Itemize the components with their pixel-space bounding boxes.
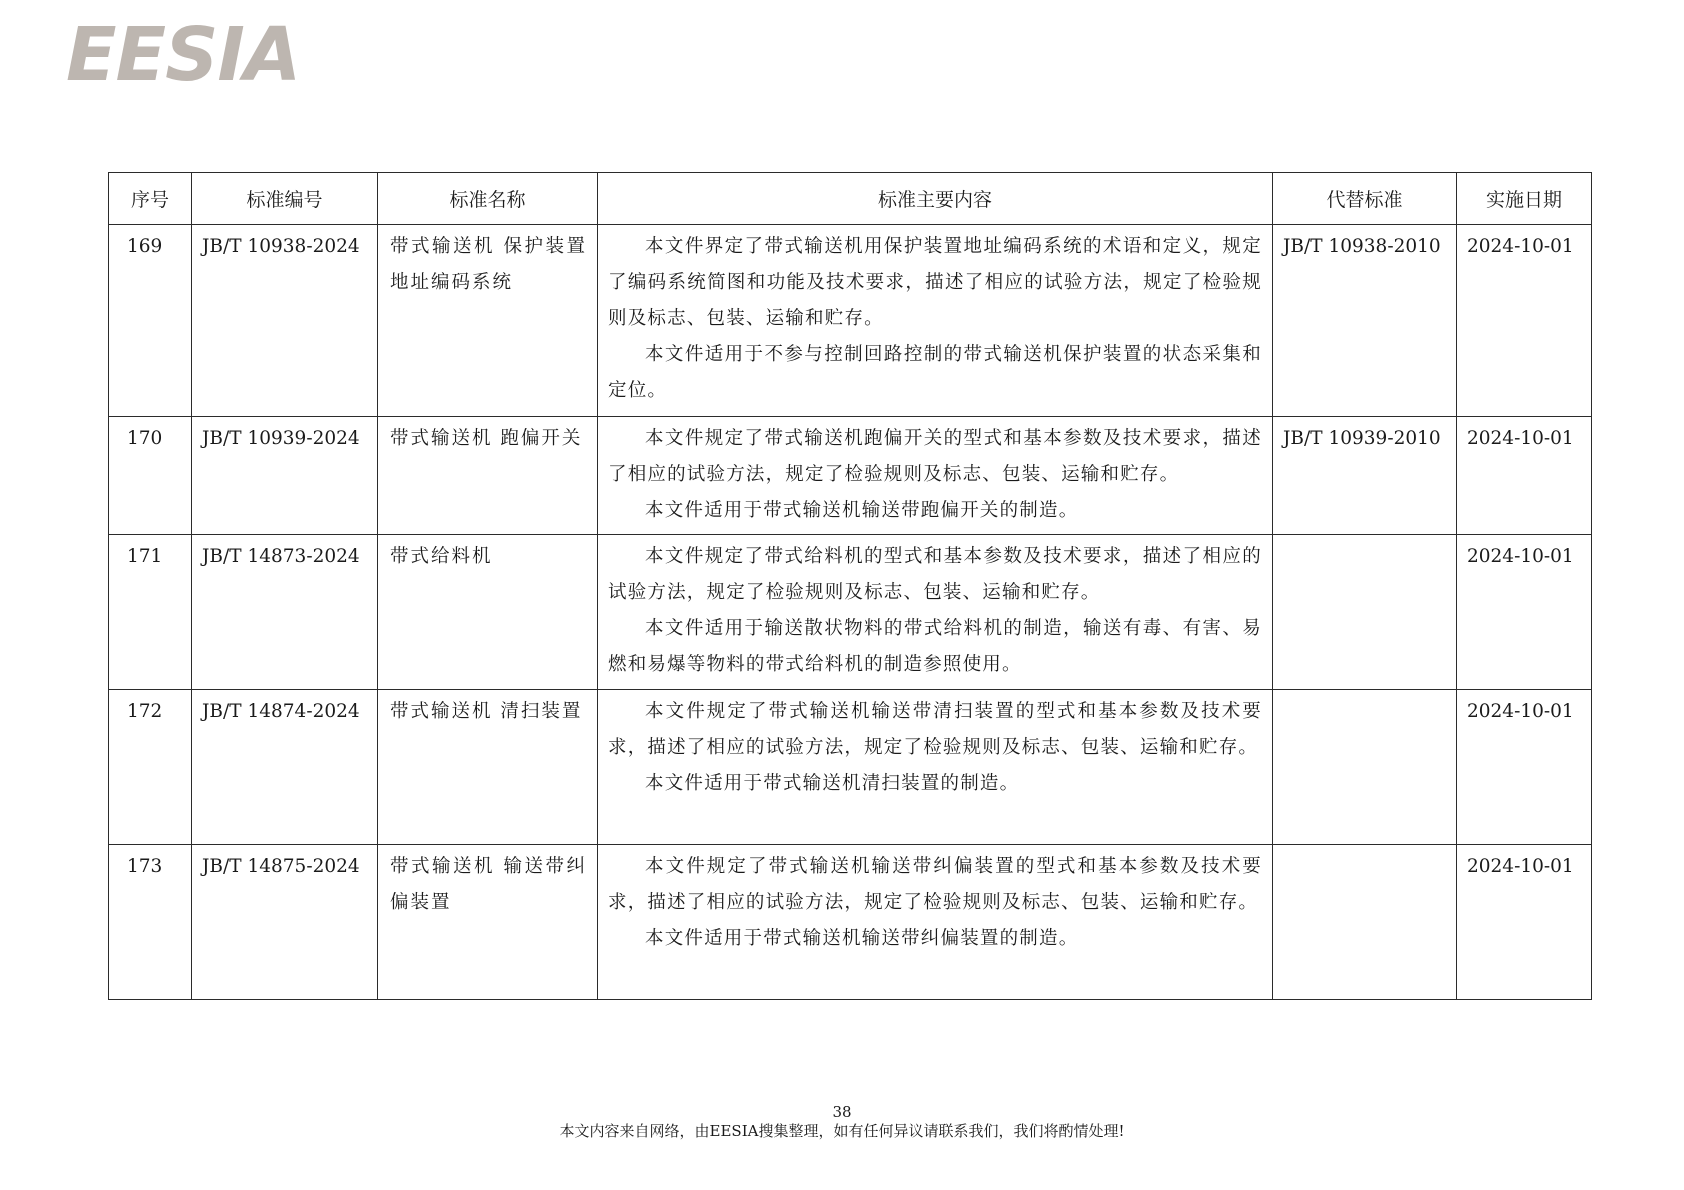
row-replaces [1273, 690, 1457, 845]
row-name: 带式输送机 保护装置地址编码系统 [378, 225, 598, 417]
row-code: JB/T 14874-2024 [192, 690, 378, 845]
row-code: JB/T 10939-2024 [192, 417, 378, 535]
row-date: 2024-10-01 [1457, 535, 1592, 690]
standards-table [108, 172, 1592, 1000]
content-paragraph: 本文件规定了带式输送机输送带纠偏装置的型式和基本参数及技术要求，描述了相应的试验方法，规定了检验规则及标志、包装、运输和贮存。 [608, 856, 1262, 913]
row-replaces: JB/T 10939-2010 [1273, 417, 1457, 535]
content-paragraph: 本文件适用于带式输送机输送带跑偏开关的制造。 [645, 500, 1079, 521]
row-date: 2024-10-01 [1457, 417, 1592, 535]
table-row [109, 417, 1592, 535]
row-replaces [1273, 535, 1457, 690]
row-code: JB/T 14875-2024 [192, 845, 378, 1000]
header-name: 标准名称 [378, 173, 598, 225]
row-seq: 170 [109, 417, 192, 535]
content-paragraph: 本文件规定了带式输送机输送带清扫装置的型式和基本参数及技术要求，描述了相应的试验方法，规定了检验规则及标志、包装、运输和贮存。 [608, 701, 1262, 758]
header-date: 实施日期 [1457, 173, 1592, 225]
content-paragraph: 本文件适用于带式输送机清扫装置的制造。 [645, 773, 1020, 794]
content-paragraph: 本文件界定了带式输送机用保护装置地址编码系统的术语和定义，规定了编码系统简图和功能及技术要求，描述了相应的试验方法，规定了检验规则及标志、包装、运输和贮存。 [608, 236, 1262, 329]
table-row [109, 535, 1592, 690]
table-header-row [109, 173, 1592, 225]
row-content [598, 225, 1273, 417]
content-paragraph: 本文件适用于带式输送机输送带纠偏装置的制造。 [645, 928, 1079, 949]
header-content: 标准主要内容 [598, 173, 1273, 225]
content-paragraph: 本文件适用于不参与控制回路控制的带式输送机保护装置的状态采集和定位。 [608, 344, 1262, 401]
header-replaces: 代替标准 [1273, 173, 1457, 225]
table-row [109, 845, 1592, 1000]
row-replaces: JB/T 10938-2010 [1273, 225, 1457, 417]
header-seq: 序号 [109, 173, 192, 225]
row-name: 带式给料机 [378, 535, 598, 690]
table-row [109, 225, 1592, 417]
eesia-logo: EESIA [66, 12, 301, 98]
row-code: JB/T 14873-2024 [192, 535, 378, 690]
footer-disclaimer: 本文内容来自网络，由EESIA搜集整理，如有任何异议请联系我们，我们将酌情处理! [559, 1122, 1125, 1140]
row-name: 带式输送机 跑偏开关 [378, 417, 598, 535]
page-number: 38 [832, 1103, 852, 1121]
row-date: 2024-10-01 [1457, 225, 1592, 417]
row-code: JB/T 10938-2024 [192, 225, 378, 417]
header-code: 标准编号 [192, 173, 378, 225]
row-name: 带式输送机 清扫装置 [378, 690, 598, 845]
row-name: 带式输送机 输送带纠偏装置 [378, 845, 598, 1000]
row-content [598, 845, 1273, 1000]
row-content [598, 417, 1273, 535]
row-content [598, 690, 1273, 845]
row-replaces [1273, 845, 1457, 1000]
row-date: 2024-10-01 [1457, 690, 1592, 845]
content-paragraph: 本文件适用于输送散状物料的带式给料机的制造，输送有毒、有害、易燃和易爆等物料的带式给料机的制造参照使用。 [608, 618, 1262, 675]
row-content [598, 535, 1273, 690]
content-paragraph: 本文件规定了带式给料机的型式和基本参数及技术要求，描述了相应的试验方法，规定了检验规则及标志、包装、运输和贮存。 [608, 546, 1262, 603]
content-paragraph: 本文件规定了带式输送机跑偏开关的型式和基本参数及技术要求，描述了相应的试验方法，规定了检验规则及标志、包装、运输和贮存。 [608, 428, 1262, 485]
table-row [109, 690, 1592, 845]
row-seq: 173 [109, 845, 192, 1000]
row-seq: 171 [109, 535, 192, 690]
row-seq: 172 [109, 690, 192, 845]
row-date: 2024-10-01 [1457, 845, 1592, 1000]
row-seq: 169 [109, 225, 192, 417]
